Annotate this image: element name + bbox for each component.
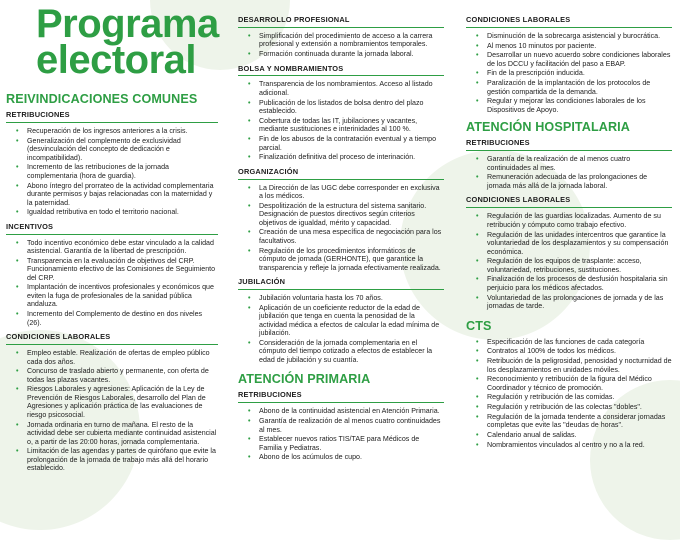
list-item: • Regulación de la jornada tendente a considerar jornadas completas que evite las "deudas de horas". — [476, 413, 672, 430]
list-desarrollo-profesional — [238, 32, 444, 59]
list-item: • Establecer nuevos ratios TIS/TAE para Médicos de Familia y Pediatras. — [248, 435, 444, 452]
list-item: • Regular y mejorar las condiciones laborales de los Dispositivos de Apoyo. — [476, 97, 672, 114]
list-cts — [466, 338, 672, 450]
divider — [238, 179, 444, 180]
page-title — [36, 2, 219, 82]
section-title-atencion-hospitalaria: ATENCIÓN HOSPITALARIA — [466, 120, 630, 135]
list-item: • Nombramientos vinculados al centro y no a la red. — [476, 441, 672, 450]
section-title-cts: CTS — [466, 318, 492, 333]
list-item: • Limitación de las agendas y partes de quirófano que evite la prolongación de la jornada de trabajo más allá del horario establecido. — [16, 447, 218, 473]
divider — [6, 344, 218, 345]
title-line-2: electoral — [36, 38, 197, 82]
list-item: • Generalización del complemento de exclusividad (desvinculación del concepto de dedicación e incompatibilidad). — [16, 137, 218, 163]
divider — [466, 150, 672, 151]
list-item: • Abono de los acúmulos de cupo. — [248, 453, 444, 462]
list-item: • Jubilación voluntaria hasta los 70 años. — [248, 294, 444, 303]
divider — [466, 27, 672, 28]
divider — [238, 289, 444, 290]
list-item: • Remuneración adecuada de las prolongaciones de jornada más allá de la jornada laboral. — [476, 173, 672, 190]
list-item: • Concurso de traslado abierto y permanente, con oferta de todas las plazas vacantes. — [16, 367, 218, 384]
divider — [6, 122, 218, 123]
list-item: • Abono de la continuidad asistencial en Atención Primaria. — [248, 407, 444, 416]
list-item: • Consideración de la jornada complementaria en el cómputo del tiempo cotizado a efectos de establecer la edad de jubilación y su cuantía. — [248, 339, 444, 365]
subhead-incentivos: INCENTIVOS — [6, 221, 54, 231]
list-item: • Todo incentivo económico debe estar vinculado a la calidad asistencial. Garantía de la libertad de prescripción. — [16, 239, 218, 256]
list-item: • Igualdad retributiva en todo el territorio nacional. — [16, 208, 218, 217]
list-item: • Reconocimiento y retribución de la figura del Médico Coordinador y técnico de promoción. — [476, 375, 672, 392]
list-condiciones-laborales-primaria — [466, 32, 672, 114]
list-item: • Voluntariedad de las prolongaciones de jornada y de las jornadas de tarde. — [476, 294, 672, 311]
list-item: • Regulación de los equipos de trasplante: acceso, voluntariedad, retribuciones, sustituciones. — [476, 257, 672, 274]
list-item: • Garantía de realización de al menos cuatro continuidades al mes. — [248, 417, 444, 434]
list-item: • Cobertura de todas las IT, jubilaciones y vacantes, mediante sustituciones e interinidades al 100 %. — [248, 117, 444, 134]
list-item: • Abono íntegro del prorrateo de la actividad complementaria durante permisos y bajas relacionadas con la maternidad y la paternidad. — [16, 182, 218, 208]
list-item: • Transparencia de los nombramientos. Acceso al listado adicional. — [248, 80, 444, 97]
title-line-1: Programa — [36, 2, 219, 46]
section-title-atencion-primaria: ATENCIÓN PRIMARIA — [238, 372, 371, 387]
list-item: • Formación continuada durante la jornada laboral. — [248, 50, 444, 59]
list-item: • Jornada ordinaria en turno de mañana. El resto de la actividad debe ser cubierta mediante continuidad asistencial o, a partir de las 20:00 horas, jornada complementaria. — [16, 421, 218, 447]
list-item: • Simplificación del procedimiento de acceso a la carrera profesional y extensión a nombramientos temporales. — [248, 32, 444, 49]
list-item: • Fin de la prescripción inducida. — [476, 69, 672, 78]
list-item: • Al menos 10 minutos por paciente. — [476, 42, 672, 51]
list-item: • Implantación de incentivos profesionales y económicos que eviten la fuga de profesionales de la sanidad pública andaluza. — [16, 283, 218, 309]
list-incentivos — [6, 239, 218, 328]
divider — [238, 27, 444, 28]
subhead-bolsa-nombramientos: BOLSA Y NOMBRAMIENTOS — [238, 63, 344, 73]
list-item: • Finalización de los procesos de desfusión hospitalaria sin perjuicio para los médicos afectados. — [476, 275, 672, 292]
list-item: • Regulación de las unidades intercentros que garantice la voluntariedad de los desplazamientos y su compensación económica. — [476, 231, 672, 257]
list-item: • Riesgos Laborales y agresiones: Aplicación de la Ley de Prevención de Riesgos Laborales, desarrollo del Plan de Agresiones y aplicación práctica de las evaluaciones de riesgo psicosocial. — [16, 385, 218, 419]
list-item: • Disminución de la sobrecarga asistencial y burocrática. — [476, 32, 672, 41]
list-item: • Recuperación de los ingresos anteriores a la crisis. — [16, 127, 218, 136]
subhead-jubilacion: JUBILACIÓN — [238, 277, 286, 287]
divider — [238, 75, 444, 76]
list-retribuciones-hospitalaria — [466, 155, 672, 190]
list-item: • Calendario anual de salidas. — [476, 431, 672, 440]
column-left — [6, 0, 218, 479]
list-item: • Fin de los abusos de la contratación eventual y a tiempo parcial. — [248, 135, 444, 152]
column-middle — [238, 0, 444, 468]
list-bolsa-nombramientos — [238, 80, 444, 161]
subhead-retribuciones-primaria: RETRIBUCIONES — [238, 390, 302, 400]
list-item: • La Dirección de las UGC debe corresponder en exclusiva a los médicos. — [248, 184, 444, 201]
subhead-condiciones-laborales: CONDICIONES LABORALES — [6, 332, 111, 342]
subhead-retribuciones-hospitalaria: RETRIBUCIONES — [466, 138, 530, 148]
subhead-condiciones-laborales-hospitalaria: CONDICIONES LABORALES — [466, 195, 571, 205]
list-item: • Empleo estable. Realización de ofertas de empleo público cada dos años. — [16, 349, 218, 366]
list-item: • Paralización de la implantación de los protocolos de gestión compartida de la demanda. — [476, 79, 672, 96]
list-item: • Garantía de la realización de al menos cuatro continuidades al mes. — [476, 155, 672, 172]
list-condiciones-laborales-hospitalaria — [466, 212, 672, 310]
list-item: • Regulación y retribución de las colectas "dobles". — [476, 403, 672, 412]
list-item: • Regulación de los procedimientos informáticos de cómputo de jornada (GERHONTE), que garantice la transparencia y refleje la jornada efectivamente realizada. — [248, 247, 444, 273]
subhead-condiciones-laborales-primaria: CONDICIONES LABORALES — [466, 15, 571, 24]
list-item: • Publicación de los listados de bolsa dentro del plazo establecido. — [248, 99, 444, 116]
list-item: • Retribución de la peligrosidad, penosidad y nocturnidad de los desplazamientos en unidades móviles. — [476, 357, 672, 374]
list-item: • Incremento de las retribuciones de la jornada complementaria (hora de guardia). — [16, 163, 218, 180]
list-item: • Creación de una mesa específica de negociación para los facultativos. — [248, 228, 444, 245]
list-item: • Transparencia en la evaluación de objetivos del CRP. Funcionamiento efectivo de las Comisiones de Seguimiento del CRP. — [16, 257, 218, 283]
list-item: • Especificación de las funciones de cada categoría — [476, 338, 672, 347]
divider — [6, 234, 218, 235]
subhead-organizacion: ORGANIZACIÓN — [238, 166, 299, 176]
column-right — [466, 0, 672, 455]
list-organizacion — [238, 184, 444, 273]
list-retribuciones-primaria — [238, 407, 444, 462]
divider — [238, 402, 444, 403]
subhead-desarrollo-profesional: DESARROLLO PROFESIONAL — [238, 15, 350, 24]
list-item: • Contratos al 100% de todos los médicos. — [476, 347, 672, 356]
list-condiciones-laborales — [6, 349, 218, 473]
list-item: • Incremento del Complemento de destino en dos niveles (26). — [16, 310, 218, 327]
subhead-retribuciones: RETRIBUCIONES — [6, 110, 70, 120]
list-item: • Regulación de las guardias localizadas. Aumento de su retribución y cómputo como trabajo efectivo. — [476, 212, 672, 229]
list-item: • Desarrollar un nuevo acuerdo sobre condiciones laborales de los DCCU y facilitación del paso a EBAP. — [476, 51, 672, 68]
list-retribuciones — [6, 127, 218, 217]
list-item: • Regulación y retribución de las comidas. — [476, 393, 672, 402]
list-item: • Aplicación de un coeficiente reductor de la edad de jubilación que tenga en cuenta la penosidad de la actividad médica a efectos de calcular la edad mínima de jubilación. — [248, 304, 444, 338]
list-item: • Despolitización de la estructura del sistema sanitario. Designación de puestos directivos según criterios objetivos de igualdad, mérito y capacidad. — [248, 202, 444, 228]
section-title-reivindicaciones: REIVINDICACIONES COMUNES — [6, 92, 198, 106]
divider — [466, 207, 672, 208]
list-item: • Finalización definitiva del proceso de interinación. — [248, 153, 444, 162]
list-jubilacion — [238, 294, 444, 364]
